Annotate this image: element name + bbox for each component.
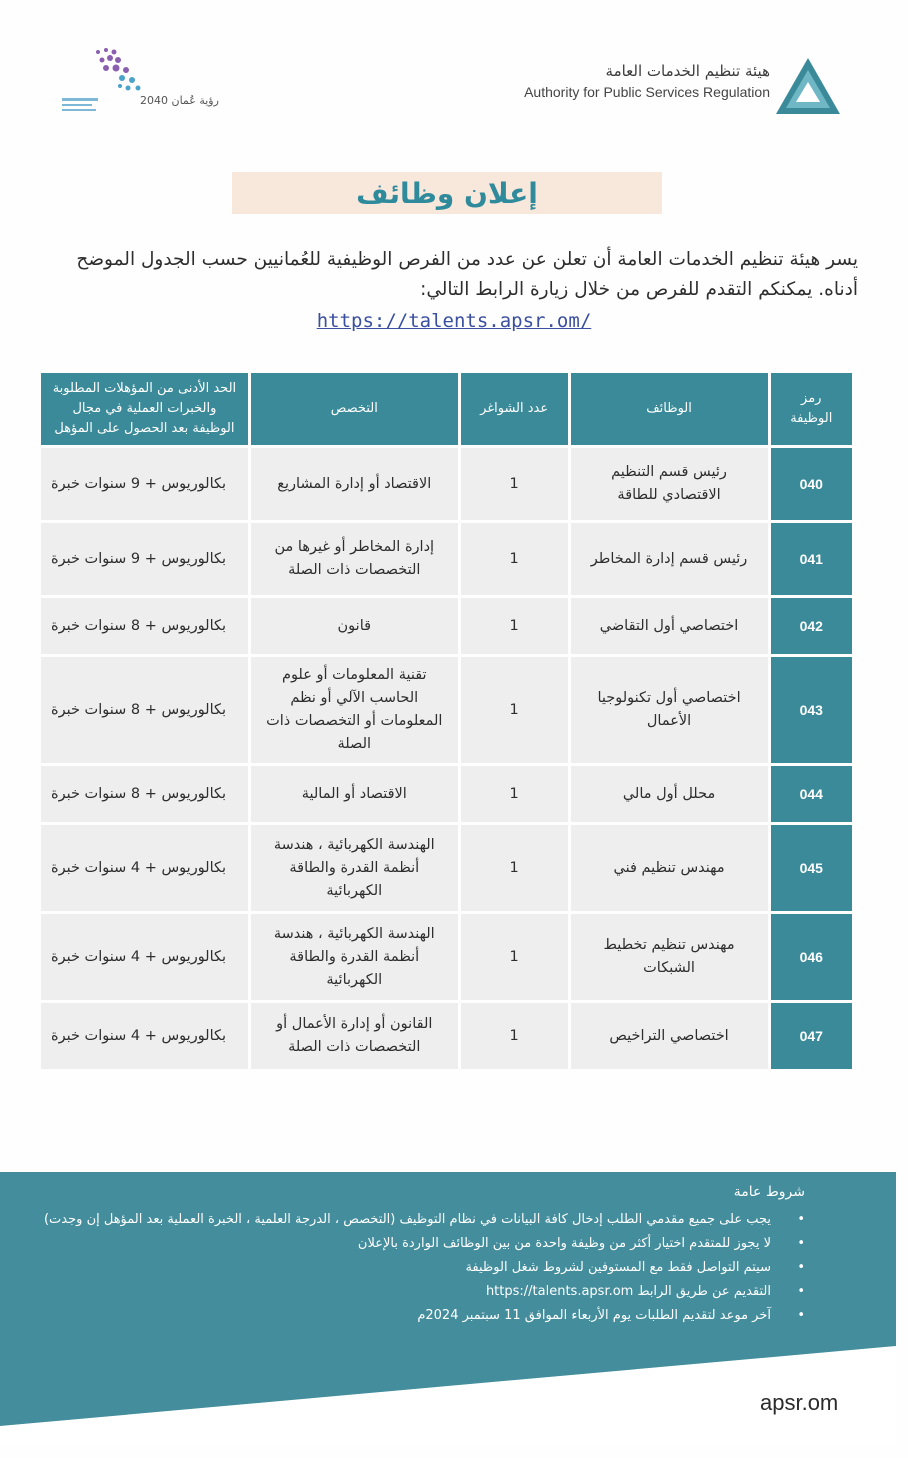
vacancies-count: 1 xyxy=(461,914,568,1000)
vacancies-count: 1 xyxy=(461,825,568,911)
terms-item: • لا يجوز للمتقدم اختيار أكثر من وظيفة واحدة من بين الوظائف الواردة بالإعلان xyxy=(40,1232,771,1256)
jobs-table xyxy=(38,370,855,1072)
terms-title: شروط عامة xyxy=(733,1184,805,1200)
table-row xyxy=(41,914,852,1000)
job-code: 041 xyxy=(771,523,852,595)
header-vacancies: عدد الشواغر xyxy=(461,373,568,445)
job-code: 046 xyxy=(771,914,852,1000)
specialization: الهندسة الكهربائية ، هندسة أنظمة القدرة والطاقة الكهربائية xyxy=(251,914,458,1000)
qualification: بكالوريوس + 8 سنوات خبرة xyxy=(41,598,248,654)
table-row xyxy=(41,657,852,763)
qualification: بكالوريوس + 9 سنوات خبرة xyxy=(41,448,248,520)
job-title: اختصاصي التراخيص xyxy=(571,1003,768,1069)
specialization: تقنية المعلومات أو علوم الحاسب الآلي أو نظم المعلومات أو التخصصات ذات الصلة xyxy=(251,657,458,763)
job-code: 047 xyxy=(771,1003,852,1069)
header-specialization: التخصص xyxy=(251,373,458,445)
table-row xyxy=(41,825,852,911)
vacancies-count: 1 xyxy=(461,448,568,520)
header-job: الوظائف xyxy=(571,373,768,445)
job-code: 045 xyxy=(771,825,852,911)
terms-item: • التقديم عن طريق الرابط https://talents.apsr.om xyxy=(40,1280,771,1304)
specialization: قانون xyxy=(251,598,458,654)
specialization: القانون أو إدارة الأعمال أو التخصصات ذات الصلة xyxy=(251,1003,458,1069)
job-code: 044 xyxy=(771,766,852,822)
terms-list xyxy=(40,1208,805,1328)
header-qualification: الحد الأدنى من المؤهلات المطلوبة والخبرات العملية في مجال الوظيفة بعد الحصول على المؤهل xyxy=(41,373,248,445)
vacancies-count: 1 xyxy=(461,766,568,822)
job-title: رئيس قسم إدارة المخاطر xyxy=(571,523,768,595)
specialization: إدارة المخاطر أو غيرها من التخصصات ذات الصلة xyxy=(251,523,458,595)
job-code: 040 xyxy=(771,448,852,520)
intro-paragraph: يسر هيئة تنظيم الخدمات العامة أن تعلن عن عدد من الفرص الوظيفية للعُمانيين حسب الجدول الموضح أدناه. يمكنكم التقدم للفرص من خلال زيارة الرابط التالي: xyxy=(76,249,858,300)
page-title: إعلان وظائف xyxy=(356,176,538,210)
vacancies-count: 1 xyxy=(461,657,568,763)
apsr-logo-icon xyxy=(774,56,842,116)
website-link[interactable]: apsr.om xyxy=(760,1390,839,1415)
vision-logo-text: رؤية عُمان 2040 xyxy=(140,94,219,107)
job-code: 043 xyxy=(771,657,852,763)
job-title: محلل أول مالي xyxy=(571,766,768,822)
qualification: بكالوريوس + 8 سنوات خبرة xyxy=(41,657,248,763)
job-title: مهندس تنظيم تخطيط الشبكات xyxy=(571,914,768,1000)
specialization: الهندسة الكهربائية ، هندسة أنظمة القدرة والطاقة الكهربائية xyxy=(251,825,458,911)
terms-item: • آخر موعد لتقديم الطلبات يوم الأربعاء الموافق 11 سبتمبر 2024م xyxy=(40,1304,771,1328)
job-title: اختصاصي أول تكنولوجيا الأعمال xyxy=(571,657,768,763)
vacancies-count: 1 xyxy=(461,523,568,595)
org-name-arabic: هيئة تنظيم الخدمات العامة xyxy=(605,62,770,80)
qualification: بكالوريوس + 9 سنوات خبرة xyxy=(41,523,248,595)
job-title: مهندس تنظيم فني xyxy=(571,825,768,911)
table-row xyxy=(41,523,852,595)
table-row xyxy=(41,766,852,822)
terms-item: • يجب على جميع مقدمي الطلب إدخال كافة البيانات في نظام التوظيف (التخصص ، الدرجة العلمية ، الخبرة العملية بعد المؤهل إن وجدت) xyxy=(40,1208,771,1232)
table-row xyxy=(41,1003,852,1069)
job-title: اختصاصي أول التقاضي xyxy=(571,598,768,654)
org-name-english: Authority for Public Services Regulation xyxy=(524,84,770,100)
qualification: بكالوريوس + 4 سنوات خبرة xyxy=(41,914,248,1000)
specialization: الاقتصاد أو المالية xyxy=(251,766,458,822)
apply-link[interactable]: https://talents.apsr.om/ xyxy=(316,310,592,332)
terms-item: • سيتم التواصل فقط مع المستوفين لشروط شغل الوظيفة xyxy=(40,1256,771,1280)
specialization: الاقتصاد أو إدارة المشاريع xyxy=(251,448,458,520)
general-terms xyxy=(40,1184,805,1328)
oman-vision-logo-icon xyxy=(58,42,198,120)
table-row xyxy=(41,598,852,654)
header-code: رمز الوظيفة xyxy=(771,373,852,445)
vacancies-count: 1 xyxy=(461,1003,568,1069)
job-title: رئيس قسم التنظيم الاقتصادي للطاقة xyxy=(571,448,768,520)
table-row xyxy=(41,448,852,520)
vacancies-count: 1 xyxy=(461,598,568,654)
table-header-row xyxy=(41,373,852,445)
qualification: بكالوريوس + 8 سنوات خبرة xyxy=(41,766,248,822)
job-code: 042 xyxy=(771,598,852,654)
qualification: بكالوريوس + 4 سنوات خبرة xyxy=(41,1003,248,1069)
qualification: بكالوريوس + 4 سنوات خبرة xyxy=(41,825,248,911)
title-banner xyxy=(232,172,662,214)
